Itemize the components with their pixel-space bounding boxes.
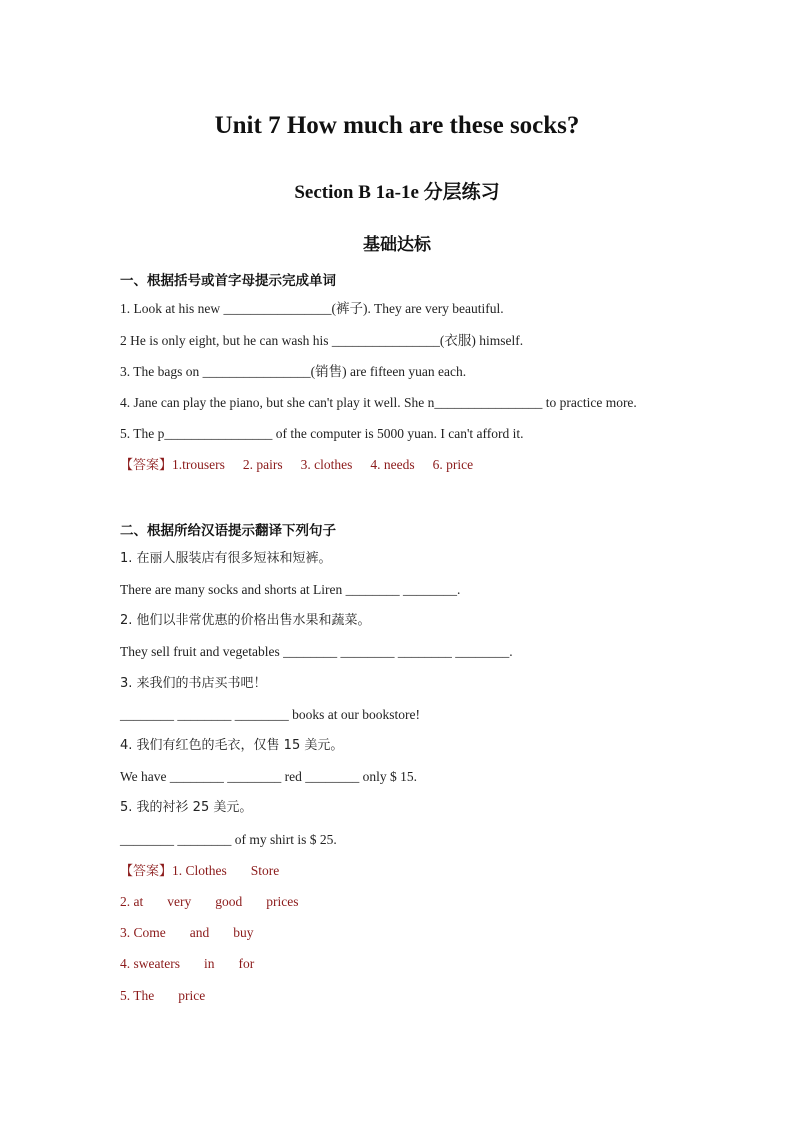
answer-word: buy	[233, 925, 254, 940]
part2-item-3-en: ________ ________ ________ books at our bookstore!	[120, 707, 420, 722]
level-heading: 基础达标	[363, 235, 431, 254]
answer-word: 4. sweaters	[120, 956, 180, 971]
part1-answer	[120, 456, 473, 475]
answer-tag: 【答案】	[120, 864, 173, 879]
page-title: Unit 7 How much are these socks?	[214, 112, 580, 139]
part2-item-4-en: We have ________ ________ red ________ only $ 15.	[120, 769, 417, 784]
answer-word: 5. The	[120, 988, 155, 1003]
part1-question-3: 3. The bags on ________________(销售) are fifteen yuan each.	[120, 364, 467, 379]
part2-item-1-zh: 1. 在丽人服装店有很多短袜和短裤。	[120, 551, 332, 566]
part2-item-5-en: ________ ________ of my shirt is $ 25.	[120, 832, 337, 847]
part2-answer-line-1	[120, 862, 279, 881]
part2-item-5-zh: 5. 我的衬衫 25 美元。	[120, 800, 253, 815]
part2-item-2-zh: 2. 他们以非常优惠的价格出售水果和蔬菜。	[120, 613, 371, 628]
part1-question-2: 2 He is only eight, but he can wash his ________________(衣服) himself.	[120, 333, 524, 348]
answer-word: good	[215, 894, 243, 909]
answer-item: 2. pairs	[242, 457, 283, 472]
part2-answer-line-2	[120, 893, 298, 911]
part1-heading: 一、根据括号或首字母提示完成单词	[120, 273, 336, 289]
answer-word: Store	[250, 863, 280, 878]
answer-word: prices	[266, 894, 299, 909]
part2-answer-line-3	[120, 924, 254, 942]
answer-word: in	[203, 956, 215, 971]
part2-item-2-en: They sell fruit and vegetables ________ ________ ________ ________.	[120, 644, 513, 659]
part2-answer-line-5	[120, 987, 205, 1005]
part1-question-1: 1. Look at his new ________________(裤子). They are very beautiful.	[120, 301, 504, 316]
part2-item-4-zh: 4. 我们有红色的毛衣，仅售 15 美元。	[120, 738, 344, 753]
answer-tag: 【答案】	[120, 458, 173, 473]
answer-word: and	[189, 925, 210, 940]
part2-item-3-zh: 3. 来我们的书店买书吧！	[120, 676, 267, 691]
answer-word: 1. Clothes	[172, 863, 227, 878]
answer-item: 4. needs	[370, 457, 415, 472]
answer-item: 3. clothes	[300, 457, 353, 472]
answer-item: 1.trousers	[172, 457, 225, 472]
answer-word: 3. Come	[120, 925, 166, 940]
answer-word: 2. at	[120, 894, 144, 909]
part2-item-1-en: There are many socks and shorts at Liren ________ ________.	[120, 582, 461, 597]
answer-word: very	[167, 894, 192, 909]
part1-question-5: 5. The p________________ of the computer is 5000 yuan. I can't afford it.	[120, 426, 524, 441]
page-subtitle: Section B 1a-1e 分层练习	[294, 182, 500, 203]
part2-heading: 二、根据所给汉语提示翻译下列句子	[120, 523, 336, 539]
answer-word: for	[238, 956, 255, 971]
part2-answer-line-4	[120, 955, 254, 973]
answer-word: price	[178, 988, 206, 1003]
part1-question-4: 4. Jane can play the piano, but she can't play it well. She n________________ to practice more.	[120, 395, 637, 410]
answer-item: 6. price	[432, 457, 474, 472]
